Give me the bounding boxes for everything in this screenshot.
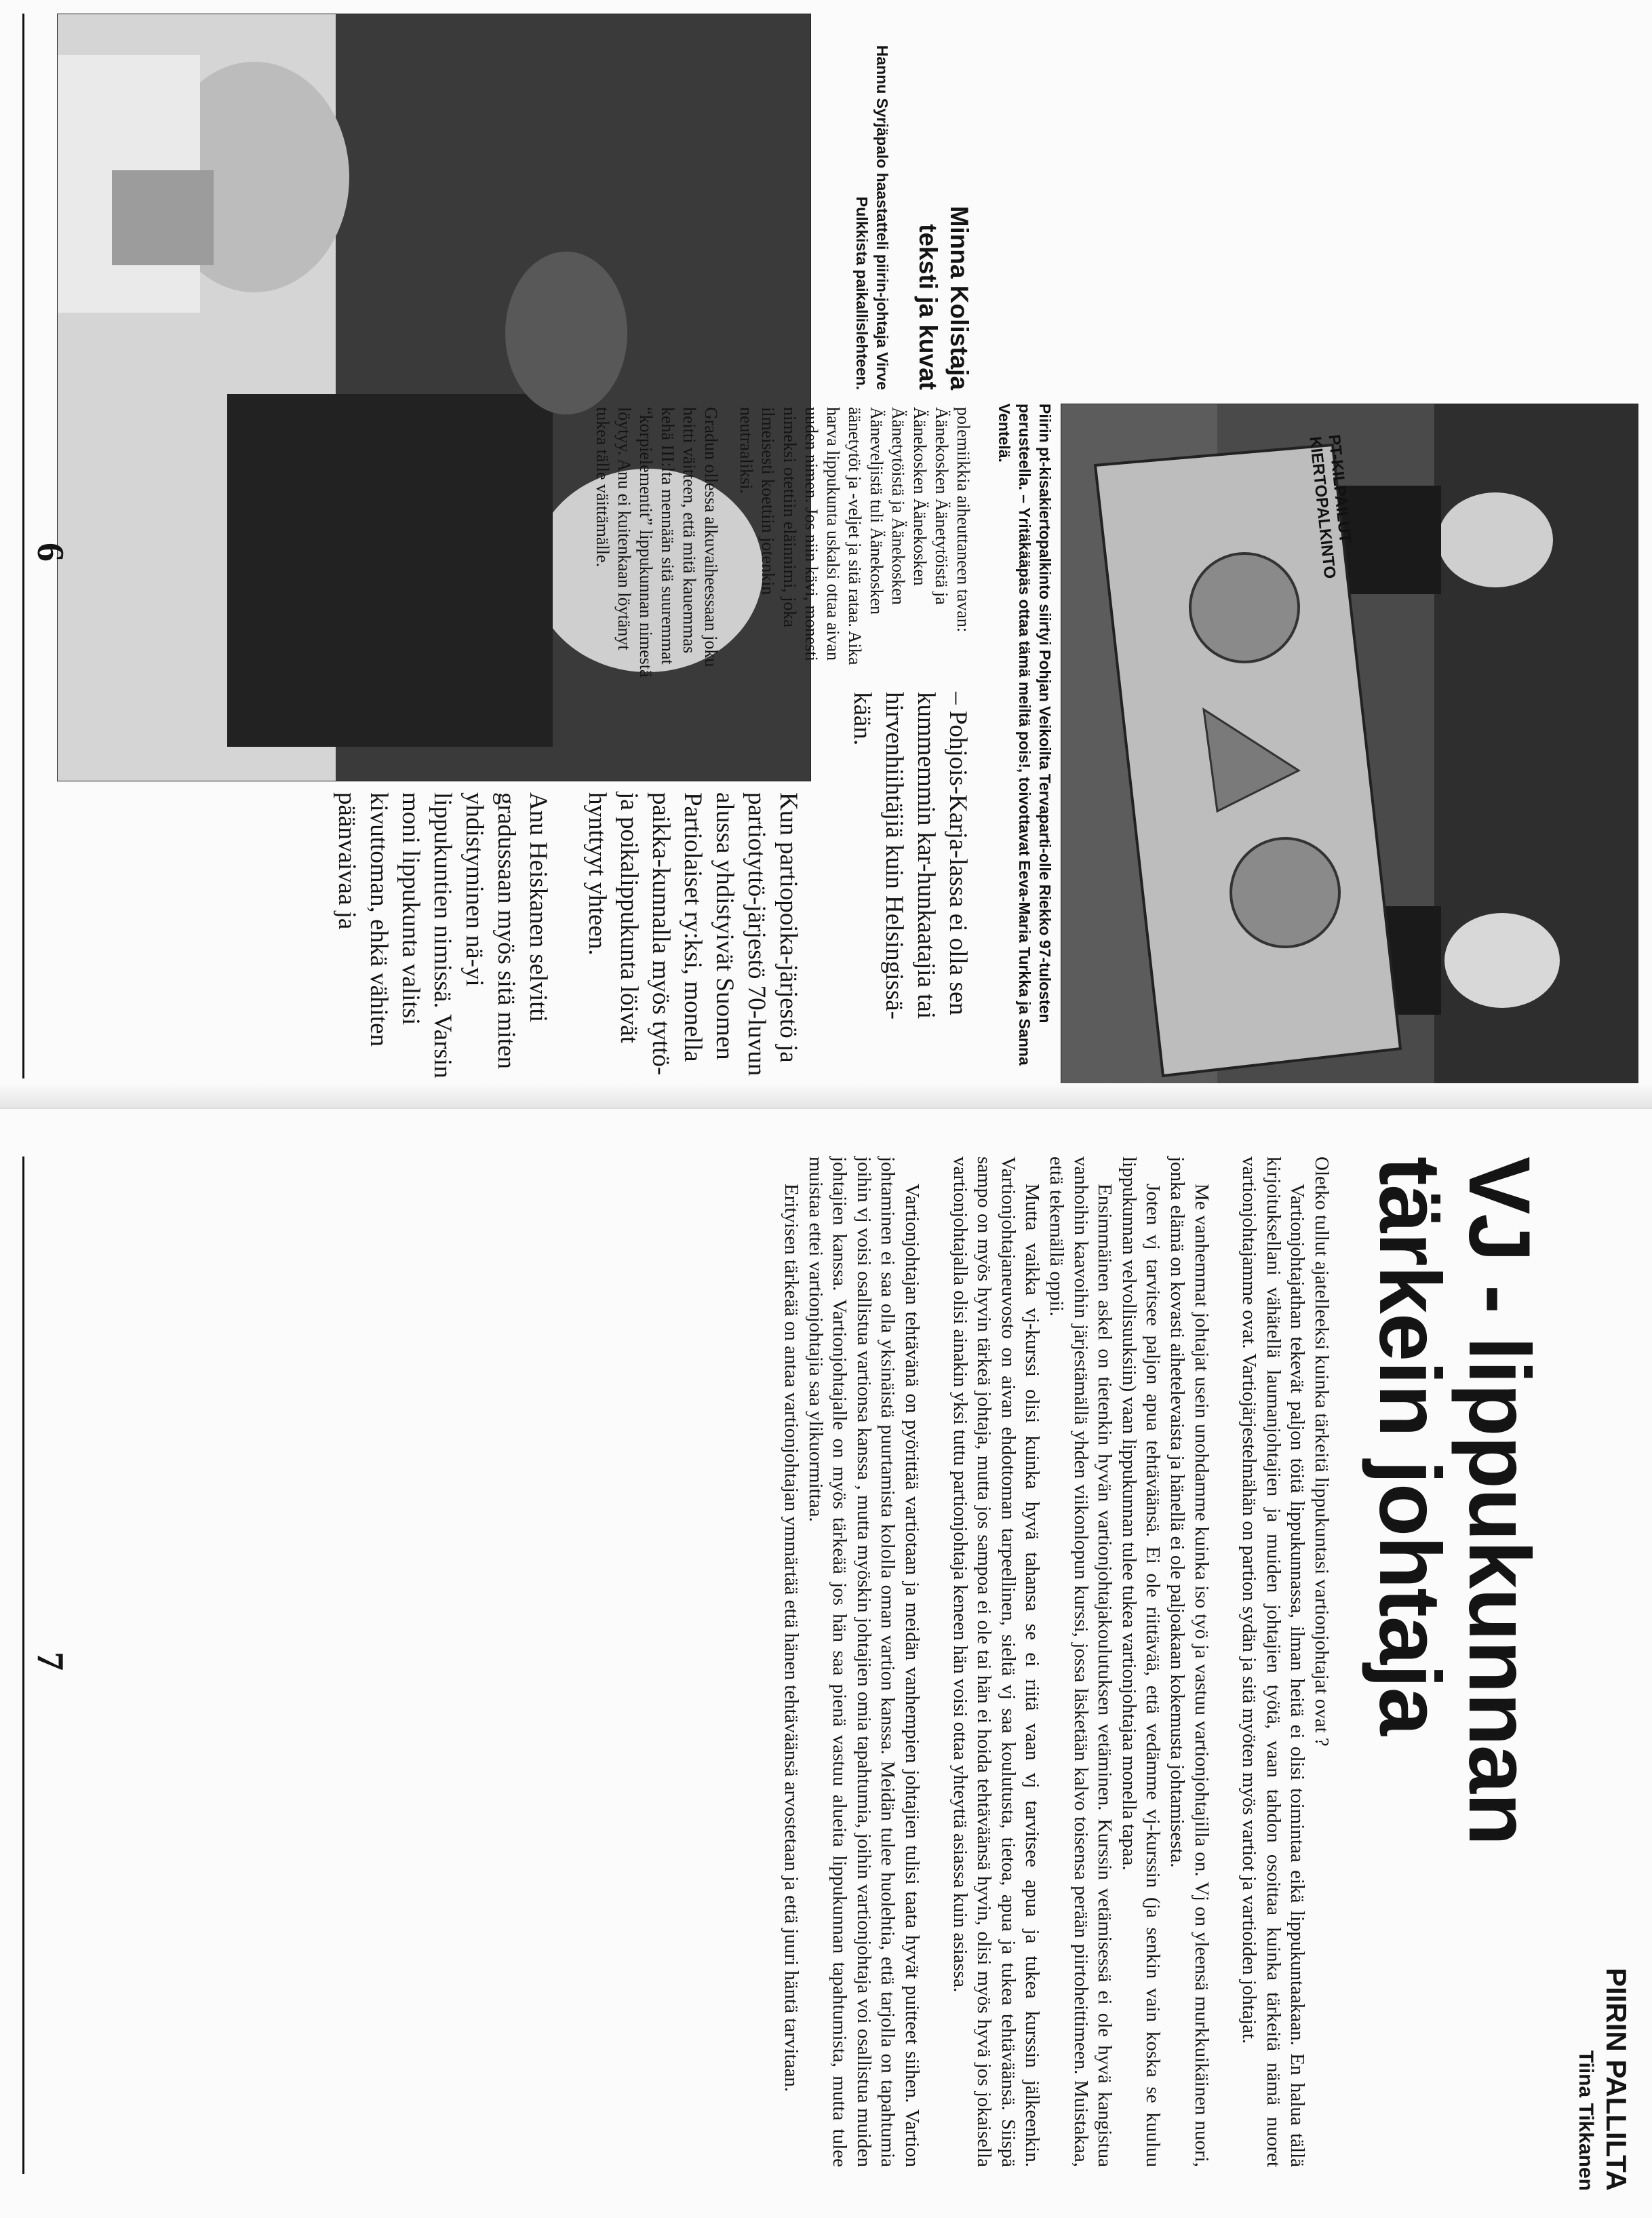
article-paragraph: Oletko tullut ajatelleeksi kuinka tärkeitä lippukuntasi vartionjohtajat ovat ? (1311, 1156, 1333, 1747)
article-paragraph: Me vanhemmat johtajat usein unohdamme kuinka iso työ ja vastuu vartionjohtajilla on. Vj on yleensä murkkuikäinen nuori, jonka elämä on kovasti aihetelevaista ja hänellä ei ole paljoakaan kokemusta johtamisesta. (1166, 1156, 1213, 2167)
page-7 (0, 1109, 1652, 2218)
page-number-7: 7 (29, 1652, 71, 1671)
article-paragraph: Erityisen tärkeää on antaa vartionjohtajan ymmärtää että hänen tehtäväänsä arvostetaan ja että juuri häntä tarvitaan. (781, 1184, 803, 2093)
intro-paragraph: Kun partiopoika-järjestö ja partiotyttö-järjestö 70-luvun alussa yhdistyivät Suomen Partiolaiset ry:ksi, monella paikka-kunnalla myös tyttö- ja poikalippukunta löivät hynttyyt yhteen. (583, 792, 802, 1076)
headline (1361, 1156, 1548, 2174)
headline-line-2: tärkein johtaja (1361, 1156, 1458, 1735)
article-paragraph: Vartionjohtajan tehtävänä on pyörittää vartiotaan ja meidän vanhempien johtajien tulisi taata hyvät puitteet siihen. Vartion johtaminen ei saa olla yksinäistä puurtamista kololla oman vartion kanssa. Meidän tulee huolehtia, että tarjolla on tapahtumia joihin vj voisi osallistua vartionsa kanssa , mutta myöskin johtajien omia tapahtumia, joihin vartionjohtaja voi osallistua muiden johtajien kanssa. Vartionjohtajalle on myös tärkeää jos hän saa pienä vastuu alueita lippukunnan tapahtumista, mutta tulee muistaa ettei vartionjohtajia saa ylikuormittaa. (804, 1156, 924, 2167)
page-number-6: 6 (29, 543, 71, 562)
left-running-text (591, 407, 974, 678)
trophy-photo-label: PT-KILPAILUT KIERTOPALKINTO (1305, 433, 1355, 580)
bottom-rule-right (22, 1156, 24, 2174)
heiskanen-paragraph: Anu Heiskanen selvitti gradussaan myös sitä miten yhdistyminen nä-yi lippukuntien nimissä. Varsin moni lippukunta valitsi kivuttoman, ehkä vähiten päänvaivaa ja (333, 792, 552, 1078)
photo2-caption: Hannu Syrjäpalo haastatteli piirin-johtaja Virve Pulkkista paikallislehteen. (853, 45, 891, 390)
kicker-author: Tiina Tikkanen (1575, 2050, 1597, 2191)
spacer (722, 407, 735, 678)
article-body (779, 1156, 1333, 2167)
article-paragraph: Vartionjohtajathan tekevät paljon töitä lippukunnassa, ilman heitä ei olisi toimintaa eikä lippukuntaakaan. En halua tällä kirjoituksellani vähätellä laumanjohtajien ja muiden johtajien työtä, vaan tahdon osoittaa kuinka tärkeitä nämä nuoret vartionjohtajamme ovat. Vartiojärjestelmähän on partion sydän ja sitä myöten myös vartiot ja vartioiden johtajat. (1238, 1156, 1309, 2167)
quote-column (846, 692, 974, 1072)
article-paragraph: Mutta vaikka vj-kurssi olisi kuinka hyvä tahansa se ei riitä vaan vj tarvitsee apua ja tukea kurssin jälkeenkin. Vartionjohtajaneuvosto on aivan ehdottoman tarpeellinen, sieltä vj saa koulutusta, tietoa, apua ja tukea tehtäväänsä. Siispä sampo on myös hyvin tärkeä johtaja, mutta jos sampoa ei ole tai hän ei hoida tehtäväänsä hyvin, olisi myös hyvä jos jokaisella vartionjohtajalla olisi ainakin yksi tuttu partionjohtaja keneen hän voisi ottaa yhteyttä asiassa kuin asiassa. (949, 1156, 1044, 2167)
polemiikkia-paragraph: polemiikkia aiheuttaneen tavan: Äänekosken Äänetytöistä ja Äänekosken Äänekosken Äänetytöistä ja Äänekosken Ääneveljistä tuli Äänekosken äänetytöt ja -veljet ja sitä rataa. Aika harva lippukunta uskalsi ottaa aivan uuden nimen. Jos niin kävi, monesti nimeksi otettiin eläinnimi, joka ilmeisesti koettiin jotenkin neutraaliksi. (736, 407, 973, 665)
article-paragraph: Ensimmäinen askel on tietenkin hyvän vartionjohtajakoulutuksen vetäminen. Kurssin vetämisessä ei ole hyvä kangistua vanhoihin kaavoihin järjestämällä yhden viikonlopun kurssi, jossa läsketään kalvo toisensa perään piirtoheittimeen. Muistakaa, että tekemällä oppii. (1046, 1156, 1116, 2167)
byline-name: Minna Kolistaja (945, 206, 973, 390)
pohjois-karjala-quote: – Pohjois-Karja-lassa ei olla sen kummemmin kar-hunkaatajia tai hirvenhiihtäjiä kuin Helsingissä-kään. (848, 692, 972, 1019)
intro-column (331, 792, 804, 1084)
article-paragraph: Joten vj tarvitsee paljon apua tehtäväänsä. Ei ole riittävää, että vedämme vj-kurssin (ja senkin vain koska se kuuluu lippukunnan velvollisuuksiin) vaan lippukunnan tulee tukea vartionjohtajaa monella tapaa. (1118, 1156, 1164, 2167)
bottom-rule-left (22, 14, 24, 1078)
gradu-paragraph: Gradun ollessa alkuvaiheessaan joku heitti väitteen, että mitä kauemmas kehä III:lta mennään sitä suuremmat “korpielementit” lippukunnan nimestä löytyy. Anu ei kuitenkaan löytänyt tukea tälle väittämälle. (593, 407, 721, 678)
photo-caption: Piirin pt-kisakiertopalkinto siirtyi Pohjan Veikoilta Tervaparti-olle Riekko 97-tulosten perusteella. – Yritäkääpäs ottaa tämä meiltä pois!, toivottavat Eeva-Maria Turkka ja Sanna Ventelä. (996, 404, 1054, 1066)
headline-line-1: VJ - lippukunnan (1451, 1156, 1548, 1846)
column-kicker: PIIRIN PALLILTA (1600, 1968, 1632, 2191)
byline-role: teksti ja kuvat (914, 224, 942, 390)
